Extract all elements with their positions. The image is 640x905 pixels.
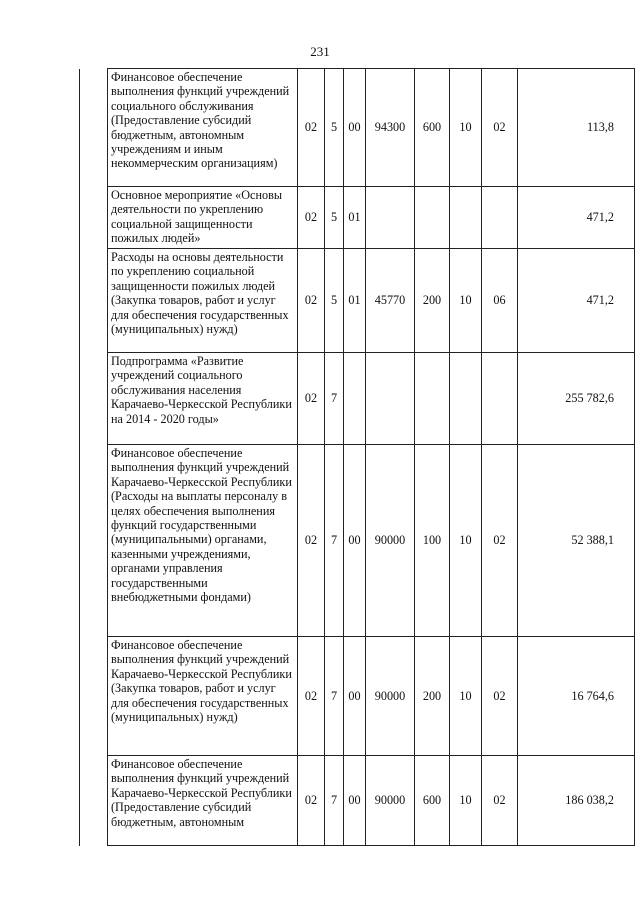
code-cell: 90000 bbox=[366, 756, 415, 846]
code-cell: 90000 bbox=[366, 445, 415, 637]
code-cell: 02 bbox=[482, 445, 518, 637]
table-row bbox=[80, 445, 635, 637]
code-cell: 7 bbox=[325, 445, 344, 637]
row-name: Подпрограмма «Развитие учреждений социального обслуживания населения Карачаево-Черкесской Республики на 2014 - 2020 годы» bbox=[108, 353, 298, 445]
row-number-cell bbox=[80, 353, 108, 445]
code-cell: 10 bbox=[450, 445, 482, 637]
code-cell: 5 bbox=[325, 249, 344, 353]
code-cell: 90000 bbox=[366, 637, 415, 756]
row-number-cell bbox=[80, 187, 108, 249]
code-cell: 00 bbox=[344, 756, 366, 846]
row-number-cell bbox=[80, 637, 108, 756]
code-cell: 02 bbox=[298, 637, 325, 756]
code-cell: 94300 bbox=[366, 69, 415, 187]
code-cell: 00 bbox=[344, 637, 366, 756]
table-row bbox=[80, 187, 635, 249]
table-row bbox=[80, 249, 635, 353]
code-cell: 00 bbox=[344, 445, 366, 637]
row-name: Финансовое обеспечение выполнения функций учреждений Карачаево-Черкесской Республики (Предоставление субсидий бюджетным, автономным bbox=[108, 756, 298, 846]
code-cell: 45770 bbox=[366, 249, 415, 353]
row-name: Расходы на основы деятельности по укреплению социальной защищенности пожилых людей (Закупка товаров, работ и услуг для обеспечения государственных (муниципальных) нужд) bbox=[108, 249, 298, 353]
row-name: Финансовое обеспечение выполнения функций учреждений Карачаево-Черкесской Республики (Расходы на выплаты персоналу в целях обеспечения выполнения функций государственными (муниципальными) органами, казенными учреждениями, органами управления государственными внебюджетными фондами) bbox=[108, 445, 298, 637]
code-cell: 7 bbox=[325, 756, 344, 846]
code-cell: 100 bbox=[415, 445, 450, 637]
code-cell: 02 bbox=[482, 637, 518, 756]
code-cell bbox=[344, 353, 366, 445]
table-row bbox=[80, 756, 635, 846]
code-cell bbox=[415, 353, 450, 445]
code-cell bbox=[482, 353, 518, 445]
code-cell bbox=[450, 353, 482, 445]
code-cell: 02 bbox=[482, 756, 518, 846]
budget-table bbox=[79, 68, 635, 846]
code-cell: 10 bbox=[450, 69, 482, 187]
row-number-cell bbox=[80, 69, 108, 187]
code-cell: 10 bbox=[450, 756, 482, 846]
page-number: 231 bbox=[310, 44, 330, 59]
code-cell: 5 bbox=[325, 69, 344, 187]
code-cell: 10 bbox=[450, 249, 482, 353]
code-cell: 600 bbox=[415, 756, 450, 846]
code-cell: 01 bbox=[344, 187, 366, 249]
code-cell bbox=[482, 187, 518, 249]
code-cell: 06 bbox=[482, 249, 518, 353]
row-number-cell bbox=[80, 249, 108, 353]
code-cell bbox=[415, 187, 450, 249]
table-row bbox=[80, 69, 635, 187]
code-cell: 00 bbox=[344, 69, 366, 187]
amount-cell: 186 038,2 bbox=[518, 756, 635, 846]
amount-cell: 16 764,6 bbox=[518, 637, 635, 756]
row-number-cell bbox=[80, 756, 108, 846]
table-row bbox=[80, 637, 635, 756]
code-cell: 02 bbox=[298, 353, 325, 445]
code-cell: 600 bbox=[415, 69, 450, 187]
code-cell: 02 bbox=[298, 187, 325, 249]
code-cell: 02 bbox=[298, 69, 325, 187]
code-cell: 10 bbox=[450, 637, 482, 756]
row-name: Основное мероприятие «Основы деятельности по укреплению социальной защищенности пожилых людей» bbox=[108, 187, 298, 249]
code-cell: 7 bbox=[325, 637, 344, 756]
amount-cell: 471,2 bbox=[518, 187, 635, 249]
amount-cell: 113,8 bbox=[518, 69, 635, 187]
code-cell bbox=[450, 187, 482, 249]
amount-cell: 255 782,6 bbox=[518, 353, 635, 445]
code-cell bbox=[366, 187, 415, 249]
amount-cell: 52 388,1 bbox=[518, 445, 635, 637]
code-cell: 5 bbox=[325, 187, 344, 249]
row-name: Финансовое обеспечение выполнения функций учреждений социального обслуживания (Предоставление субсидий бюджетным, автономным учреждениям и иным некоммерческим организациям) bbox=[108, 69, 298, 187]
code-cell: 01 bbox=[344, 249, 366, 353]
code-cell: 200 bbox=[415, 249, 450, 353]
code-cell: 02 bbox=[482, 69, 518, 187]
code-cell bbox=[366, 353, 415, 445]
code-cell: 200 bbox=[415, 637, 450, 756]
code-cell: 02 bbox=[298, 445, 325, 637]
row-name: Финансовое обеспечение выполнения функций учреждений Карачаево-Черкесской Республики (Закупка товаров, работ и услуг для обеспечения государственных (муниципальных) нужд) bbox=[108, 637, 298, 756]
table-row bbox=[80, 353, 635, 445]
code-cell: 7 bbox=[325, 353, 344, 445]
amount-cell: 471,2 bbox=[518, 249, 635, 353]
row-number-cell bbox=[80, 445, 108, 637]
code-cell: 02 bbox=[298, 249, 325, 353]
code-cell: 02 bbox=[298, 756, 325, 846]
